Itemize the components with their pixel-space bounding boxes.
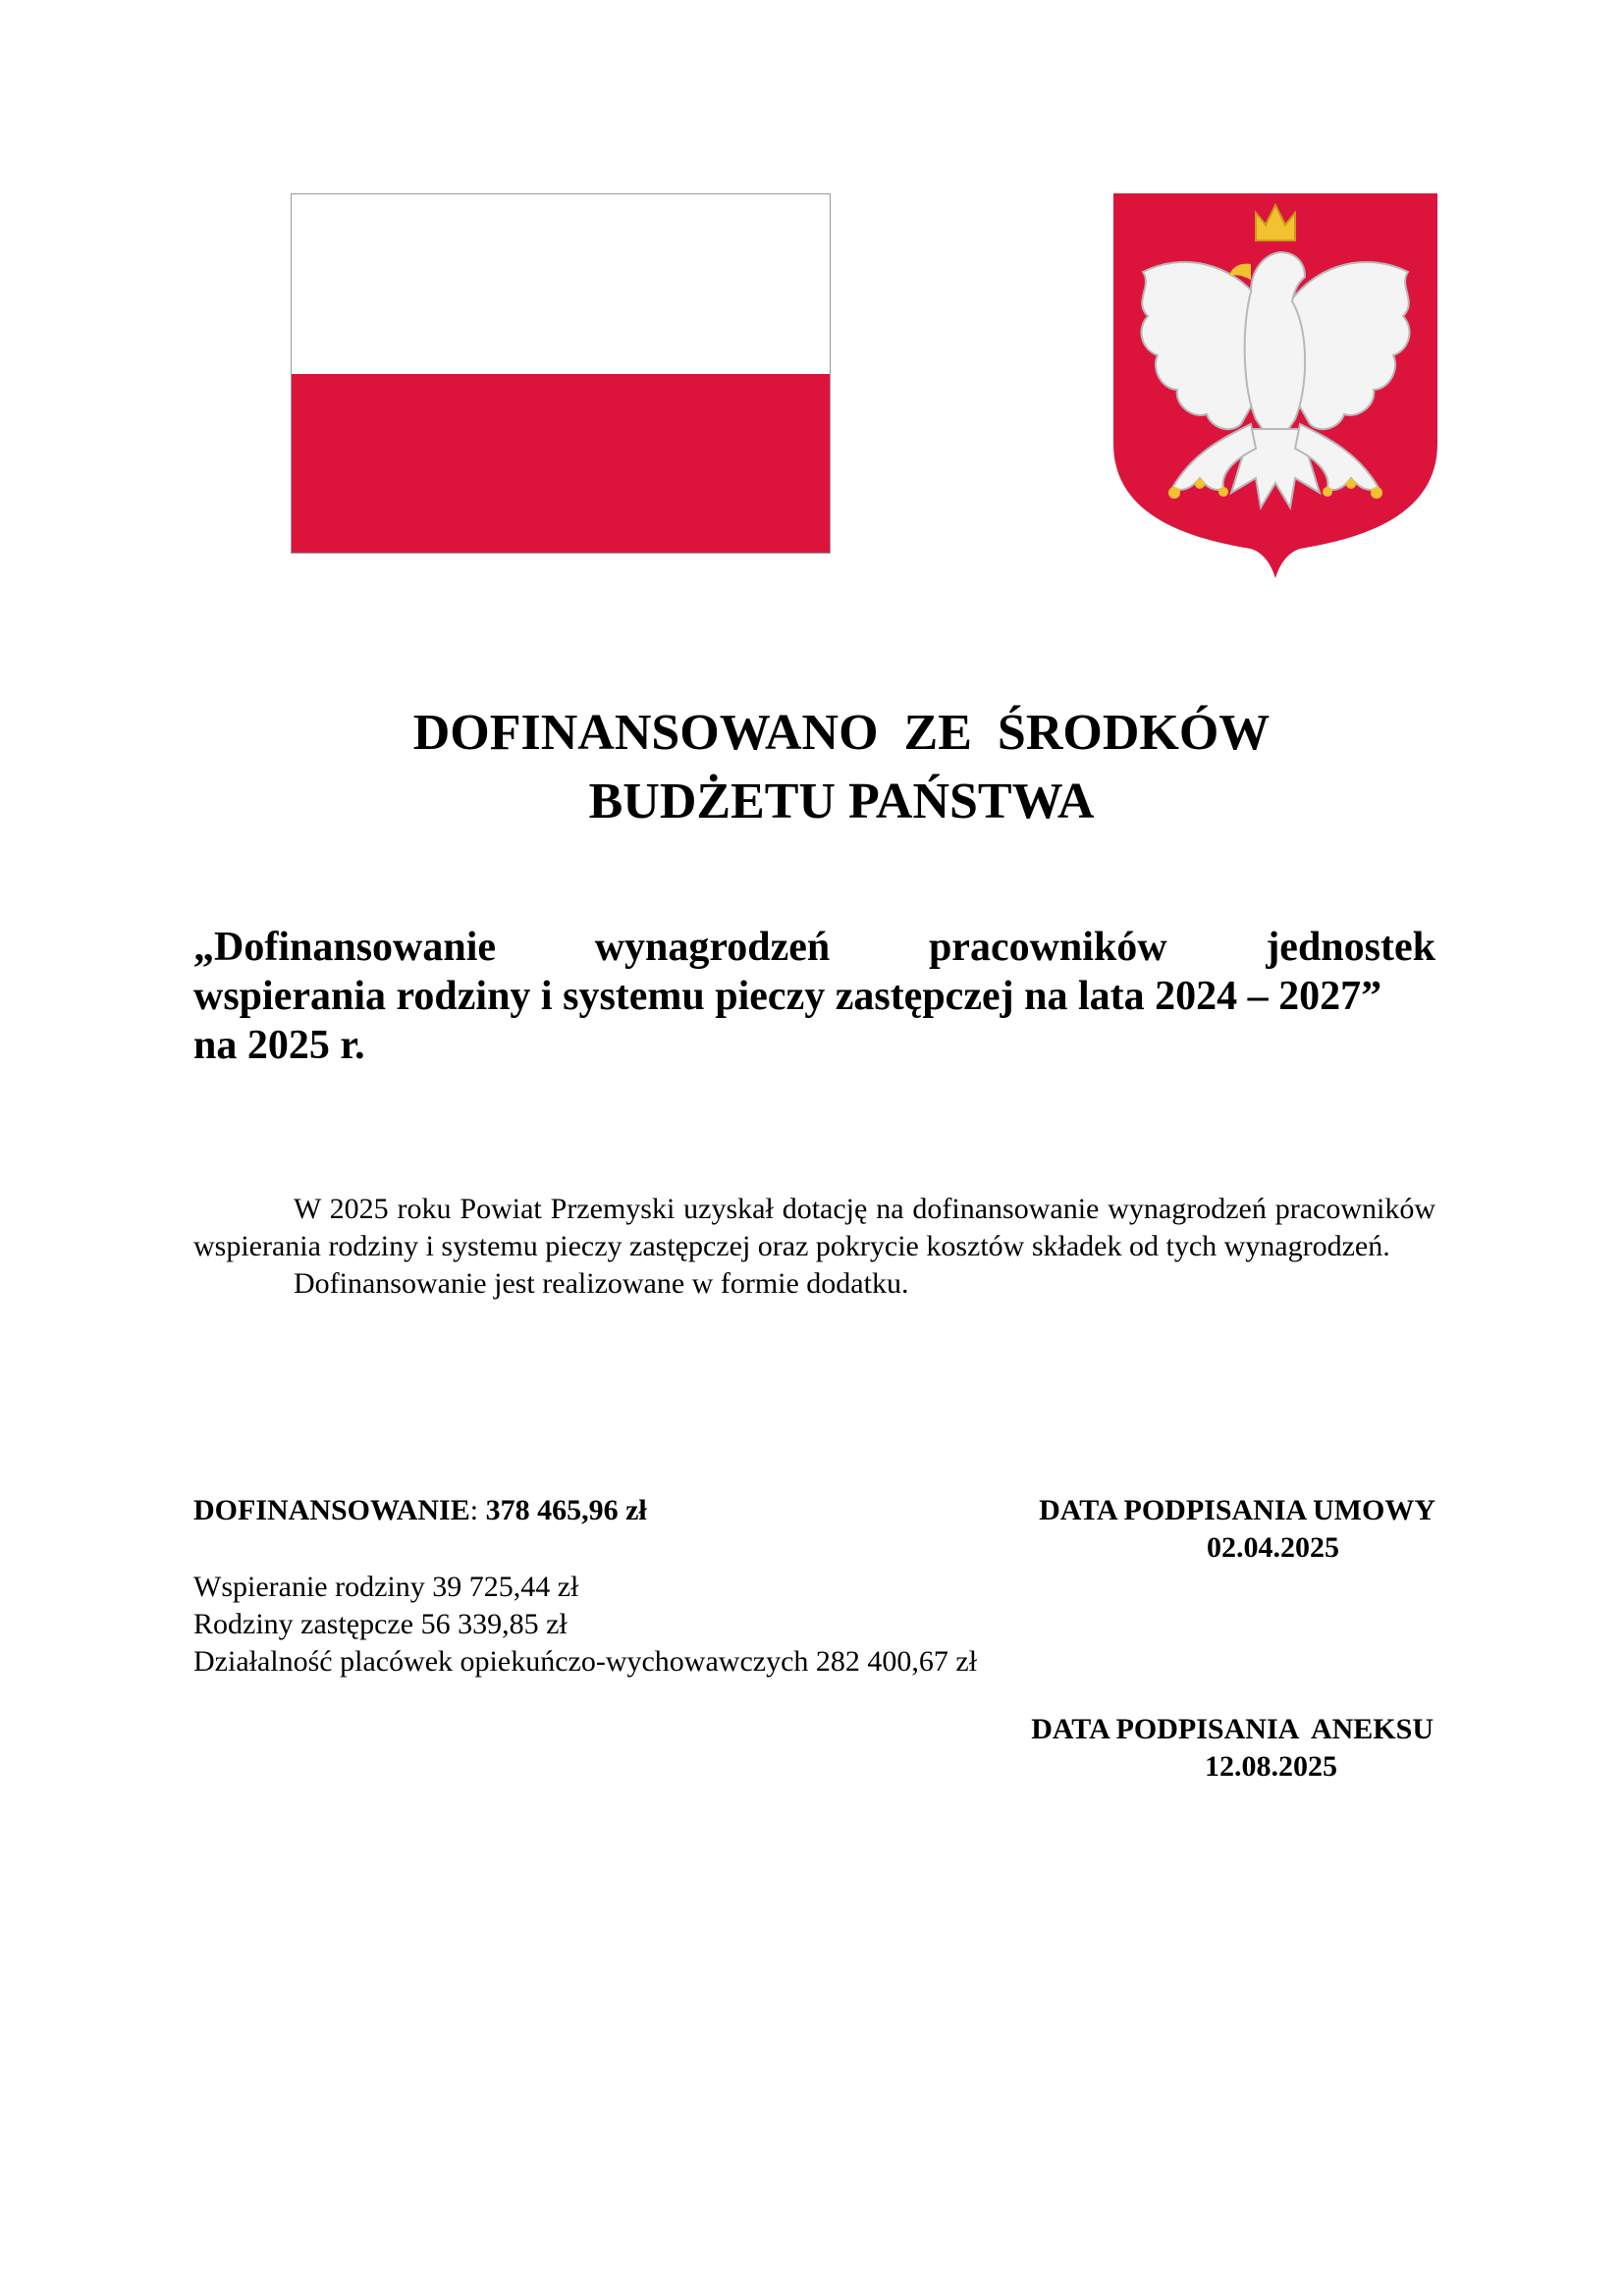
page-title: [0, 699, 1624, 836]
annex-date-value: 12.08.2025: [1205, 1750, 1337, 1783]
program-line-3: na 2025 r.: [193, 1023, 365, 1068]
agreement-date-label: DATA PODPISANIA UMOWY: [1039, 1494, 1435, 1526]
agreement-date-block: [992, 1492, 1435, 1567]
annex-date-label: DATA PODPISANIA ANEKSU: [1031, 1713, 1434, 1745]
title-line-1: DOFINANSOWANO ZE ŚRODKÓW: [412, 705, 1271, 761]
flag-white-stripe: [292, 194, 830, 374]
program-word: jednostek: [1266, 925, 1435, 970]
funding-total-amount: 378 465,96 zł: [485, 1494, 647, 1526]
funding-section: [193, 1492, 977, 1681]
description: [193, 1191, 1435, 1303]
program-name: [193, 923, 1435, 1070]
program-word: wynagrodzeń: [594, 925, 831, 970]
funding-item: Rodziny zastępcze 56 339,85 zł: [193, 1608, 568, 1640]
program-word: pracowników: [928, 925, 1167, 970]
program-line-1: [193, 923, 1435, 972]
flag-red-stripe: [292, 374, 830, 554]
funding-label: DOFINANSOWANIE: [193, 1494, 470, 1526]
funding-item: Działalność placówek opiekuńczo-wychowawczych 282 400,67 zł: [193, 1645, 978, 1678]
description-paragraph-2: Dofinansowanie jest realizowane w formie dodatku.: [294, 1267, 909, 1300]
annex-date-block: [982, 1711, 1434, 1786]
funding-separator: :: [469, 1494, 479, 1526]
description-paragraph-1: W 2025 roku Powiat Przemyski uzyskał dotację na dofinansowanie wynagrodzeń pracowników wspierania rodziny i systemu pieczy zastępczej oraz pokrycie kosztów składek od tych wynagrodzeń.: [193, 1193, 1435, 1262]
title-line-2: BUDŻETU PAŃSTWA: [588, 774, 1095, 829]
polish-eagle-emblem-icon: [1113, 193, 1437, 578]
program-word: „Dofinansowanie: [193, 925, 497, 970]
program-line-2: wspierania rodziny i systemu pieczy zastępczej na lata 2024 – 2027”: [193, 974, 1382, 1019]
agreement-date-value: 02.04.2025: [1207, 1531, 1339, 1564]
funding-total: [193, 1492, 977, 1529]
polish-flag-icon: [291, 193, 831, 554]
funding-item: Wspieranie rodziny 39 725,44 zł: [193, 1571, 579, 1603]
